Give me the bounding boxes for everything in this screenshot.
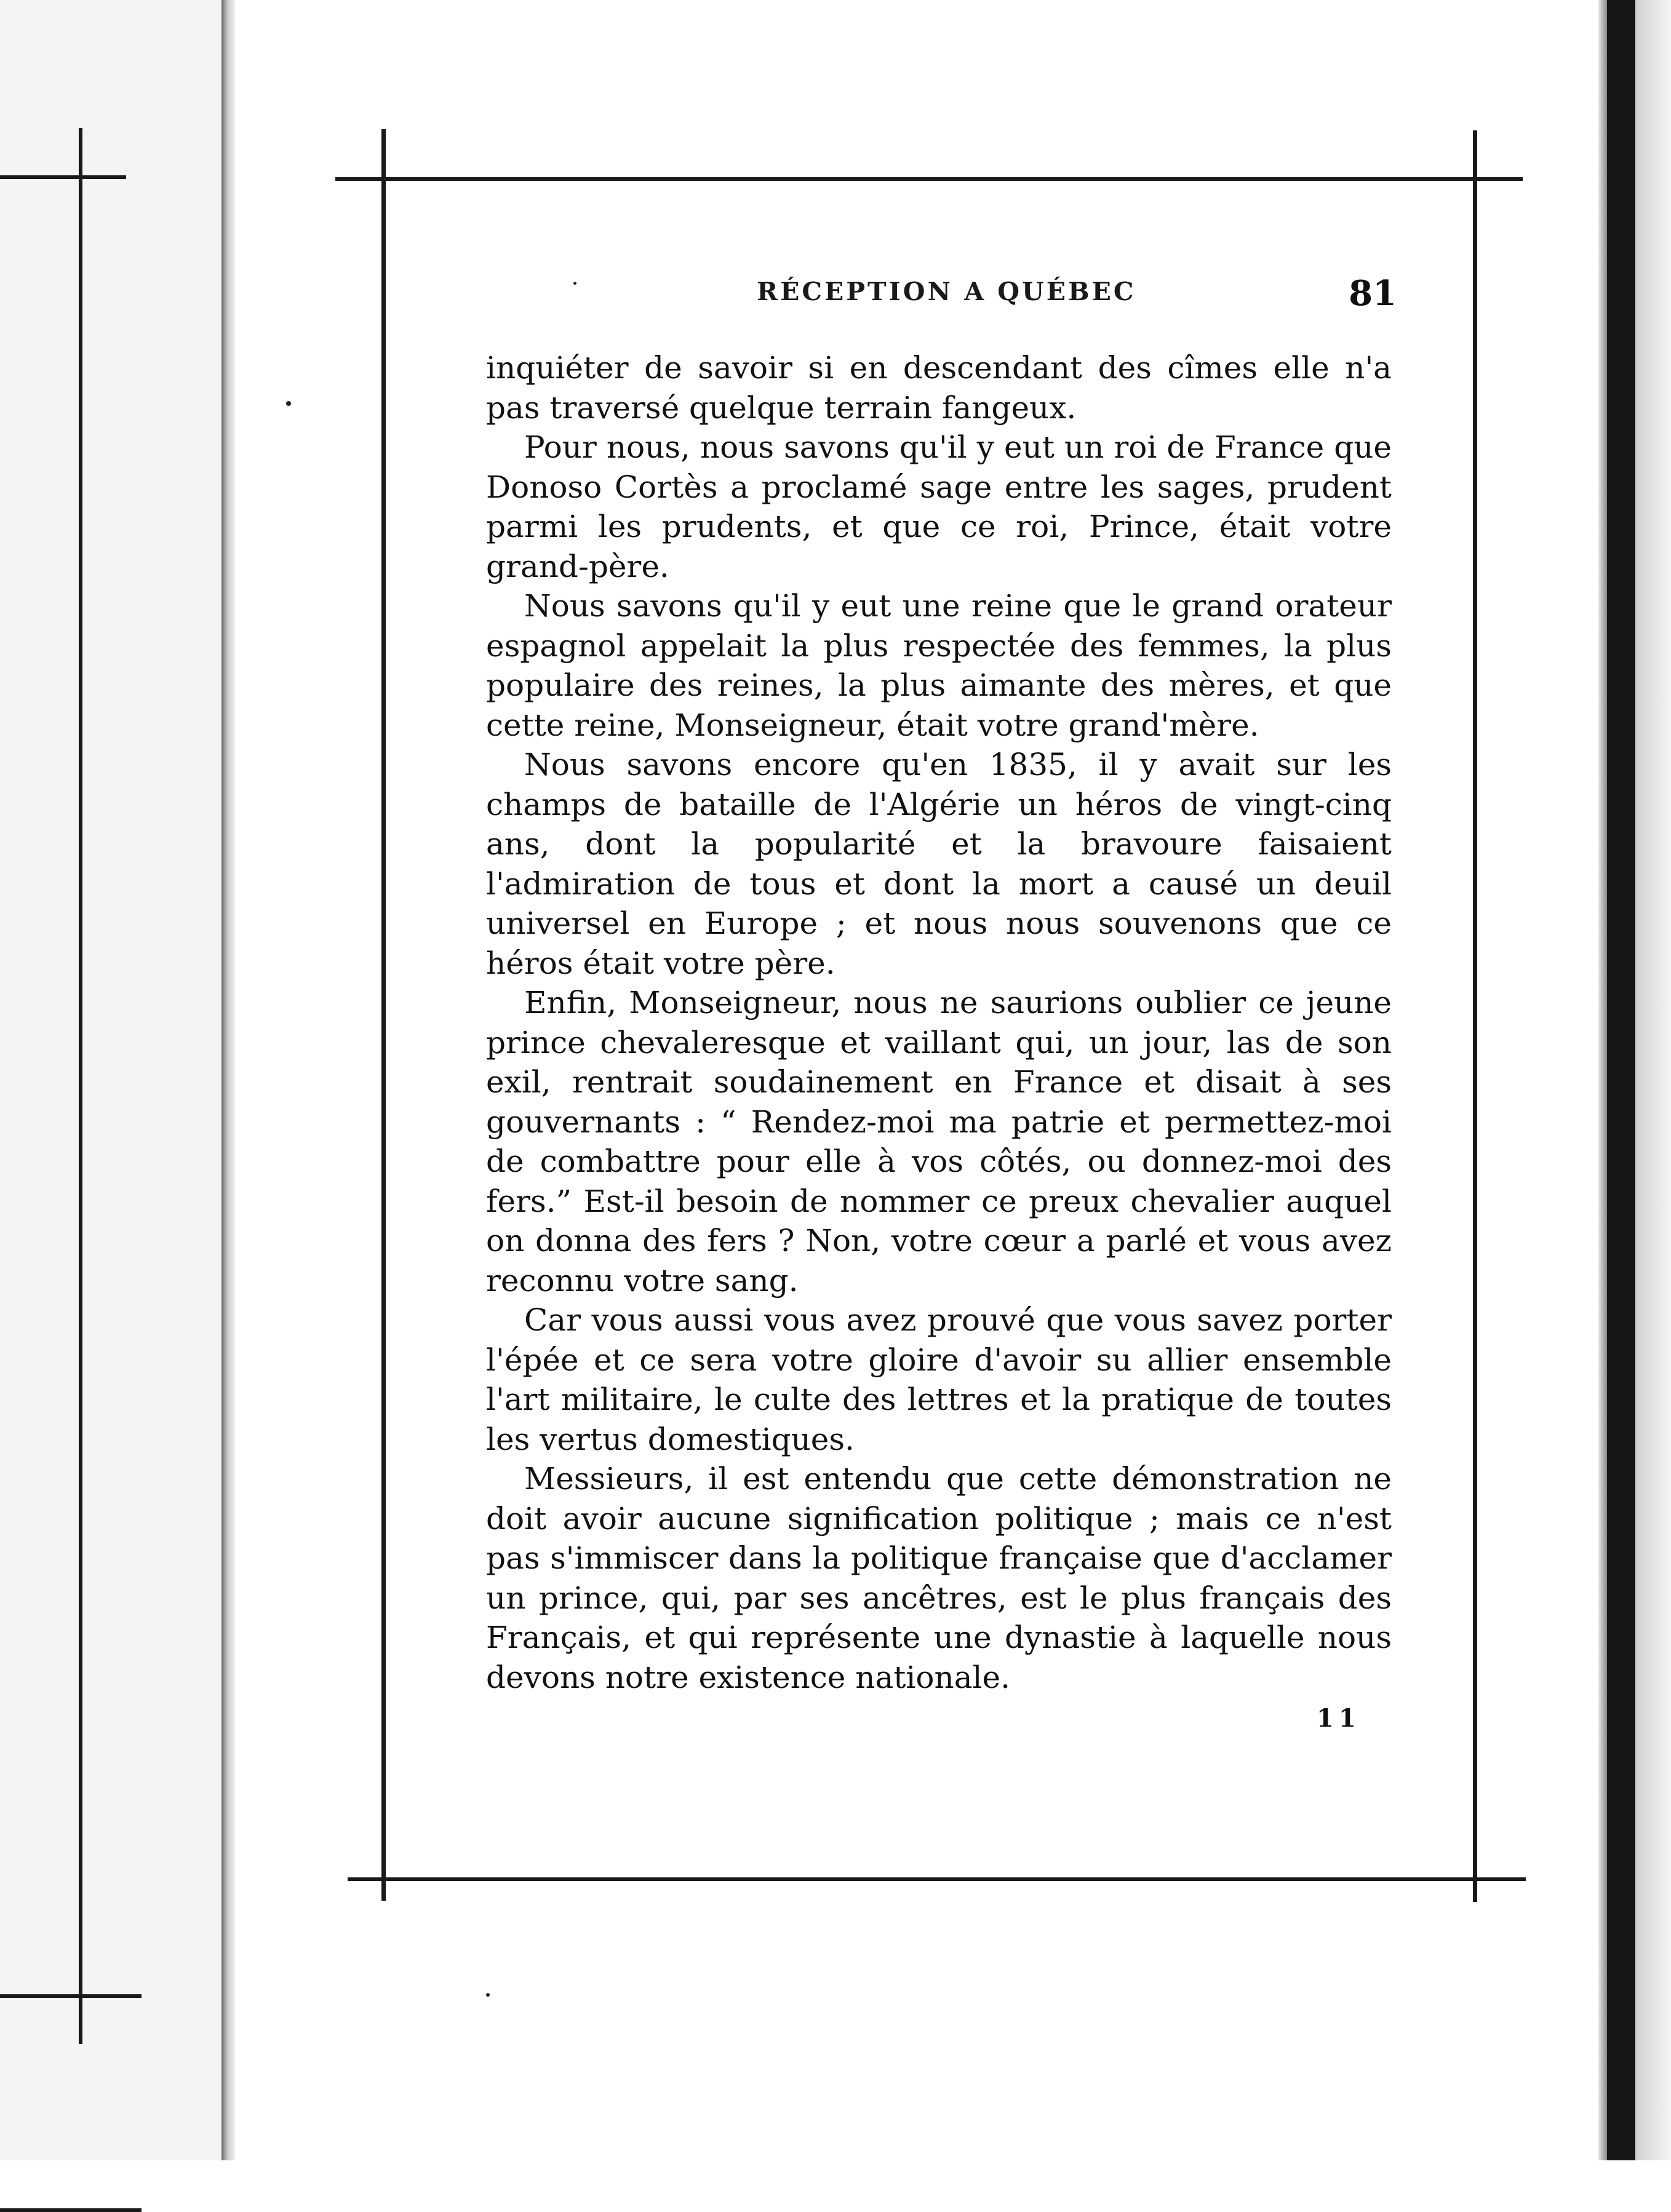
book-gutter — [221, 0, 235, 2160]
frame-right-rule — [1473, 130, 1477, 1902]
paragraph: Messieurs, il est entendu que cette démonstration ne doit avoir aucune signification politique ; mais ce n'est pas s'immiscer dans la politique française que d'acclamer un prince, qui, par ses ancêtres, est le plus français des Français, et qui représente une dynastie à laquelle nous devons notre existence nationale. — [486, 1461, 1392, 1695]
page-number: 81 — [1349, 273, 1397, 314]
facing-frame-bottom-rule — [0, 2208, 142, 2212]
paragraph: Enfin, Monseigneur, nous ne saurions oublier ce jeune prince chevaleresque et vaillant qui, un jour, las de son exil, rentrait soudainement en France et disait à ses gouvernants : “ Rendez-moi ma patrie et permettez-moi de combattre pour elle à vos côtés, ou donnez-moi des fers.” Est-il besoin de nommer ce preux chevalier auquel on donna des fers ? Non, votre cœur a parlé et vous avez reconnu votre sang. — [486, 985, 1392, 1299]
paragraph: Pour nous, nous savons qu'il y eut un roi de France que Donoso Cortès a proclamé sage entre les sages, prudent parmi les prudents, et que ce roi, Prince, était votre grand-père. — [486, 429, 1392, 584]
paragraph: Car vous aussi vous avez prouvé que vous savez porter l'épée et ce sera votre gloire d'avoir su allier ensemble l'art militaire, le culte des lettres et la pratique de toutes les vertus domestiques. — [486, 1302, 1392, 1457]
frame-bottom-rule — [348, 1877, 1526, 1881]
running-head-title: RÉCEPTION A QUÉBEC — [757, 277, 1136, 306]
facing-page — [0, 0, 225, 2160]
scan-speck — [286, 401, 291, 406]
page-edge-shadow — [1598, 0, 1607, 2160]
scan-margin — [1635, 0, 1671, 2160]
frame-top-rule — [335, 177, 1523, 181]
running-head — [486, 273, 1397, 316]
facing-frame-vertical-rule — [79, 128, 82, 2044]
frame-left-rule — [381, 129, 386, 1901]
signature-mark: 11 — [1317, 1704, 1361, 1733]
facing-frame-top-rule — [0, 175, 126, 179]
scan-speck — [486, 1993, 490, 1997]
paragraph: inquiéter de savoir si en descendant des cîmes elle n'a pas traversé quelque terrain fangeux. — [486, 350, 1392, 426]
scan-edge — [1607, 0, 1635, 2160]
body-text — [486, 348, 1392, 1697]
facing-frame-bottom-rule — [0, 1994, 142, 1998]
paragraph: Nous savons qu'il y eut une reine que le grand orateur espagnol appelait la plus respectée des femmes, la plus populaire des reines, la plus aimante des mères, et que cette reine, Monseigneur, était votre grand'mère. — [486, 588, 1392, 743]
paragraph: Nous savons encore qu'en 1835, il y avait sur les champs de bataille de l'Algérie un héros de vingt-cinq ans, dont la popularité et la bravoure faisaient l'admiration de tous et dont la mort a causé un deuil universel en Europe ; et nous nous souvenons que ce héros était votre père. — [486, 747, 1392, 981]
